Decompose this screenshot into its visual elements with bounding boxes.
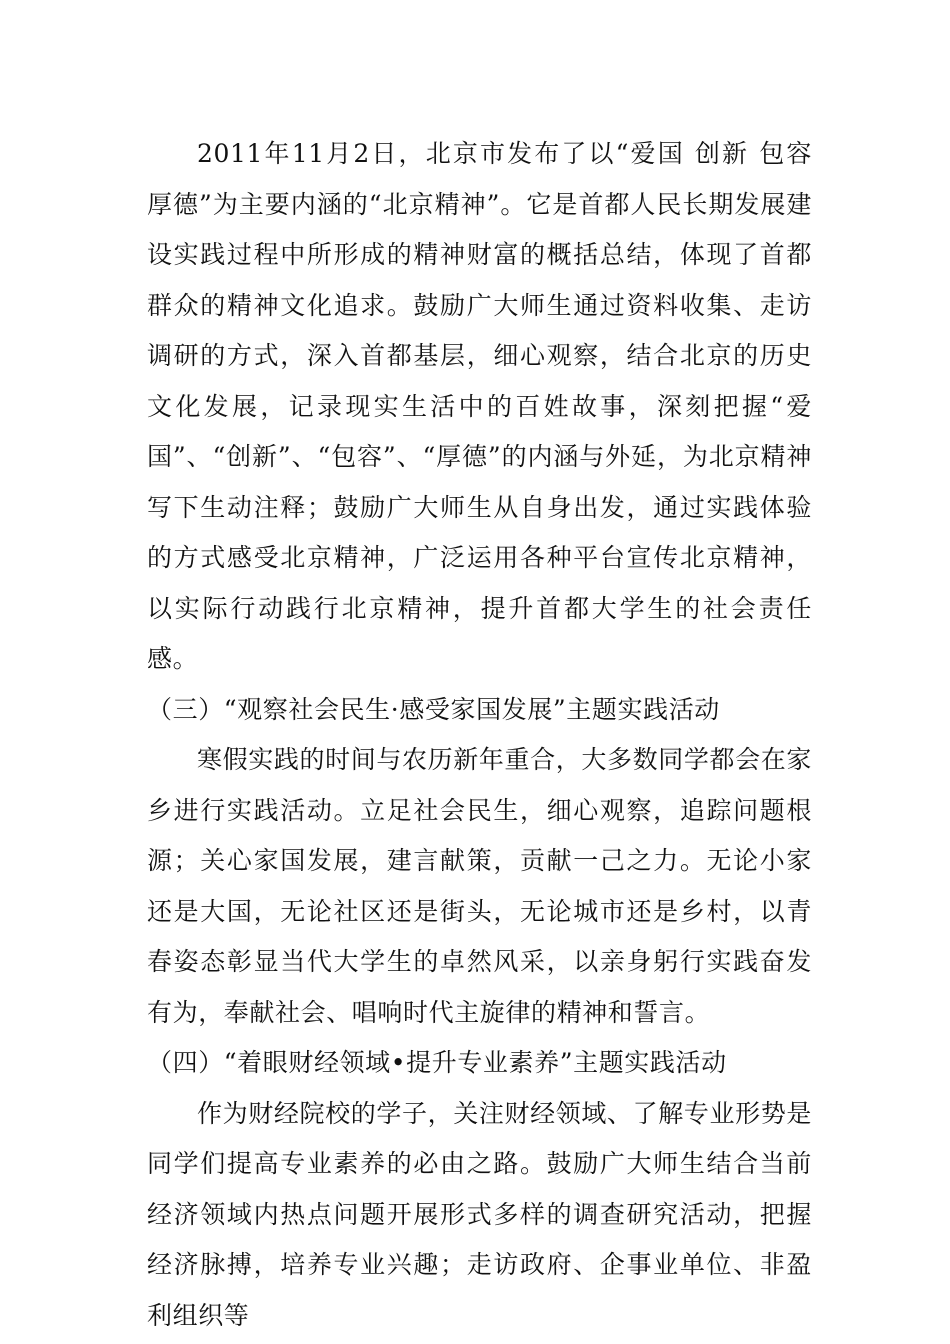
body-paragraph-beijing-spirit: 2011年11月2日，北京市发布了以“爱国 创新 包容 厚德”为主要内涵的“北京精神”。它是首都人民长期发展建设实践过程中所形成的精神财富的概括总结，体现了首都群众的精神文化追求。鼓励广大师生通过资料收集、走访调研的方式，深入首都基层，细心观察，结合北京的历史文化发展，记录现实生活中的百姓故事，深刻把握“爱国”、“创新”、“包容”、“厚德”的内涵与外延，为北京精神写下生动注释；鼓励广大师生从自身出发，通过实践体验的方式感受北京精神，广泛运用各种平台宣传北京精神，以实际行动践行北京精神，提升首都大学生的社会责任感。	[147, 139, 812, 673]
section-heading-3: （三）“观察社会民生·感受家国发展”主题实践活动	[147, 694, 720, 724]
body-paragraph-social-livelihood: 寒假实践的时间与农历新年重合，大多数同学都会在家乡进行实践活动。立足社会民生，细心观察，追踪问题根源；关心家国发展，建言献策，贡献一己之力。无论小家还是大国，无论社区还是街头，无论城市还是乡村，以青春姿态彰显当代大学生的卓然风采，以亲身躬行实践奋发有为，奉献社会、唱响时代主旋律的精神和誓言。	[147, 745, 812, 1027]
section-heading-4: （四）“着眼财经领域•提升专业素养”主题实践活动	[147, 1048, 727, 1077]
document-body	[147, 129, 812, 1341]
body-paragraph-finance: 作为财经院校的学子，关注财经领域、了解专业形势是同学们提高专业素养的必由之路。鼓励广大师生结合当前经济领域内热点问题开展形式多样的调查研究活动，把握经济脉搏，培养专业兴趣；走访政府、企事业单位、非盈利组织等	[147, 1098, 812, 1330]
